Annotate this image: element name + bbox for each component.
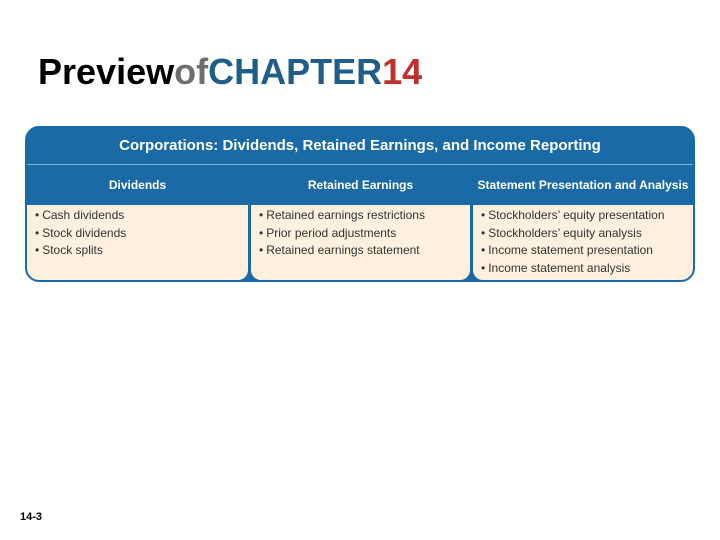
list-item bbox=[481, 207, 693, 225]
bullet-icon: • bbox=[35, 225, 40, 240]
list-item-text: Cash dividends bbox=[42, 208, 125, 222]
slide-title bbox=[38, 50, 422, 94]
column-list bbox=[27, 205, 248, 260]
column-dividends bbox=[27, 165, 248, 280]
list-item bbox=[35, 242, 248, 260]
title-chapter-number: 14 bbox=[382, 51, 423, 92]
list-item-text: Retained earnings restrictions bbox=[266, 208, 425, 222]
column-header: Retained Earnings bbox=[251, 165, 470, 205]
list-item-text: Stock splits bbox=[42, 243, 103, 257]
bullet-icon: • bbox=[259, 243, 264, 257]
bullet-icon: • bbox=[481, 208, 486, 222]
title-chapter: CHAPTER bbox=[208, 51, 383, 92]
chapter-overview-diagram bbox=[25, 126, 695, 282]
column-list bbox=[473, 205, 693, 277]
bullet-icon: • bbox=[481, 243, 486, 257]
list-item-text: Prior period adjustments bbox=[266, 225, 397, 240]
column-statement-presentation bbox=[473, 165, 693, 280]
column-header: Dividends bbox=[27, 165, 248, 205]
list-item bbox=[259, 242, 470, 260]
list-item-text: Retained earnings statement bbox=[266, 243, 420, 257]
list-item bbox=[259, 207, 470, 225]
title-of: of bbox=[174, 51, 209, 92]
bullet-icon: • bbox=[481, 260, 486, 275]
list-item bbox=[35, 225, 248, 243]
list-item bbox=[259, 225, 470, 243]
list-item-text: Income statement analysis bbox=[488, 260, 631, 275]
list-item-text: Stockholders’ equity analysis bbox=[488, 225, 642, 240]
title-preview: Preview bbox=[38, 51, 175, 92]
bullet-icon: • bbox=[35, 243, 40, 257]
list-item-text: Stockholders’ equity presentation bbox=[488, 208, 665, 222]
bullet-icon: • bbox=[35, 208, 40, 222]
bullet-icon: • bbox=[481, 225, 486, 240]
list-item bbox=[481, 242, 693, 260]
list-item bbox=[481, 225, 693, 243]
list-item bbox=[35, 207, 248, 225]
list-item-text: Stock dividends bbox=[42, 225, 127, 240]
list-item bbox=[481, 260, 693, 278]
list-item-text: Income statement presentation bbox=[488, 243, 653, 257]
bullet-icon: • bbox=[259, 208, 264, 222]
slide-number: 14-3 bbox=[20, 511, 43, 523]
column-list bbox=[251, 205, 470, 260]
column-retained-earnings bbox=[251, 165, 470, 280]
bullet-icon: • bbox=[259, 225, 264, 240]
column-header: Statement Presentation and Analysis bbox=[473, 165, 693, 205]
diagram-banner: Corporations: Dividends, Retained Earnings, and Income Reporting bbox=[27, 128, 693, 164]
